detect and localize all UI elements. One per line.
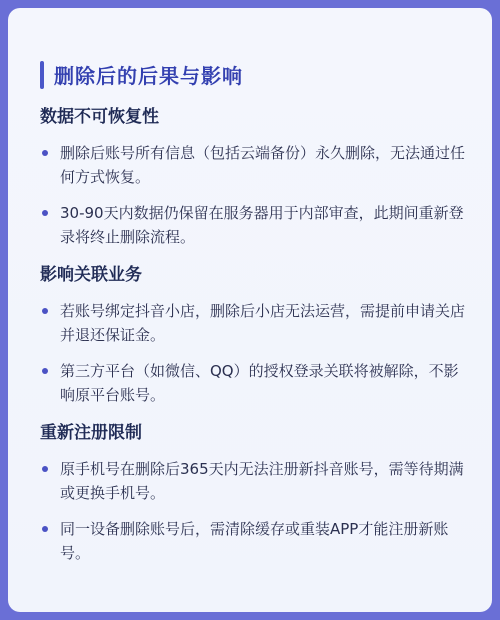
bullet-icon (42, 210, 48, 216)
bullet-icon (42, 466, 48, 472)
section-data-unrecoverable (36, 105, 472, 249)
title-accent-bar (40, 61, 44, 89)
section-reregister-limits (36, 421, 472, 565)
list-item (36, 457, 472, 505)
bullet-icon (42, 526, 48, 532)
list-item (36, 299, 472, 347)
title-row (40, 60, 472, 89)
list-item-text: 若账号绑定抖音小店，删除后小店无法运营，需提前申请关店并退还保证金。 (60, 302, 466, 344)
section-title: 重新注册限制 (40, 423, 142, 443)
bullet-icon (42, 308, 48, 314)
content-card (8, 8, 492, 612)
list-item-text: 30-90天内数据仍保留在服务器用于内部审查，此期间重新登录将终止删除流程。 (60, 204, 464, 246)
list-item-text: 同一设备删除账号后，需清除缓存或重装APP才能注册新账号。 (60, 520, 449, 562)
list-item-text: 原手机号在删除后365天内无法注册新抖音账号，需等待期满或更换手机号。 (60, 460, 464, 502)
bullet-icon (42, 368, 48, 374)
list-item (36, 201, 472, 249)
page-title: 删除后的后果与影响 (54, 64, 243, 88)
bullet-icon (42, 150, 48, 156)
list-item (36, 141, 472, 189)
section-title: 数据不可恢复性 (40, 107, 159, 127)
section-title: 影响关联业务 (40, 265, 142, 285)
list-item (36, 517, 472, 565)
list-item-text: 第三方平台（如微信、QQ）的授权登录关联将被解除，不影响原平台账号。 (60, 362, 459, 404)
list-item-text: 删除后账号所有信息（包括云端备份）永久删除，无法通过任何方式恢复。 (60, 144, 466, 186)
list-item (36, 359, 472, 407)
section-related-business (36, 263, 472, 407)
